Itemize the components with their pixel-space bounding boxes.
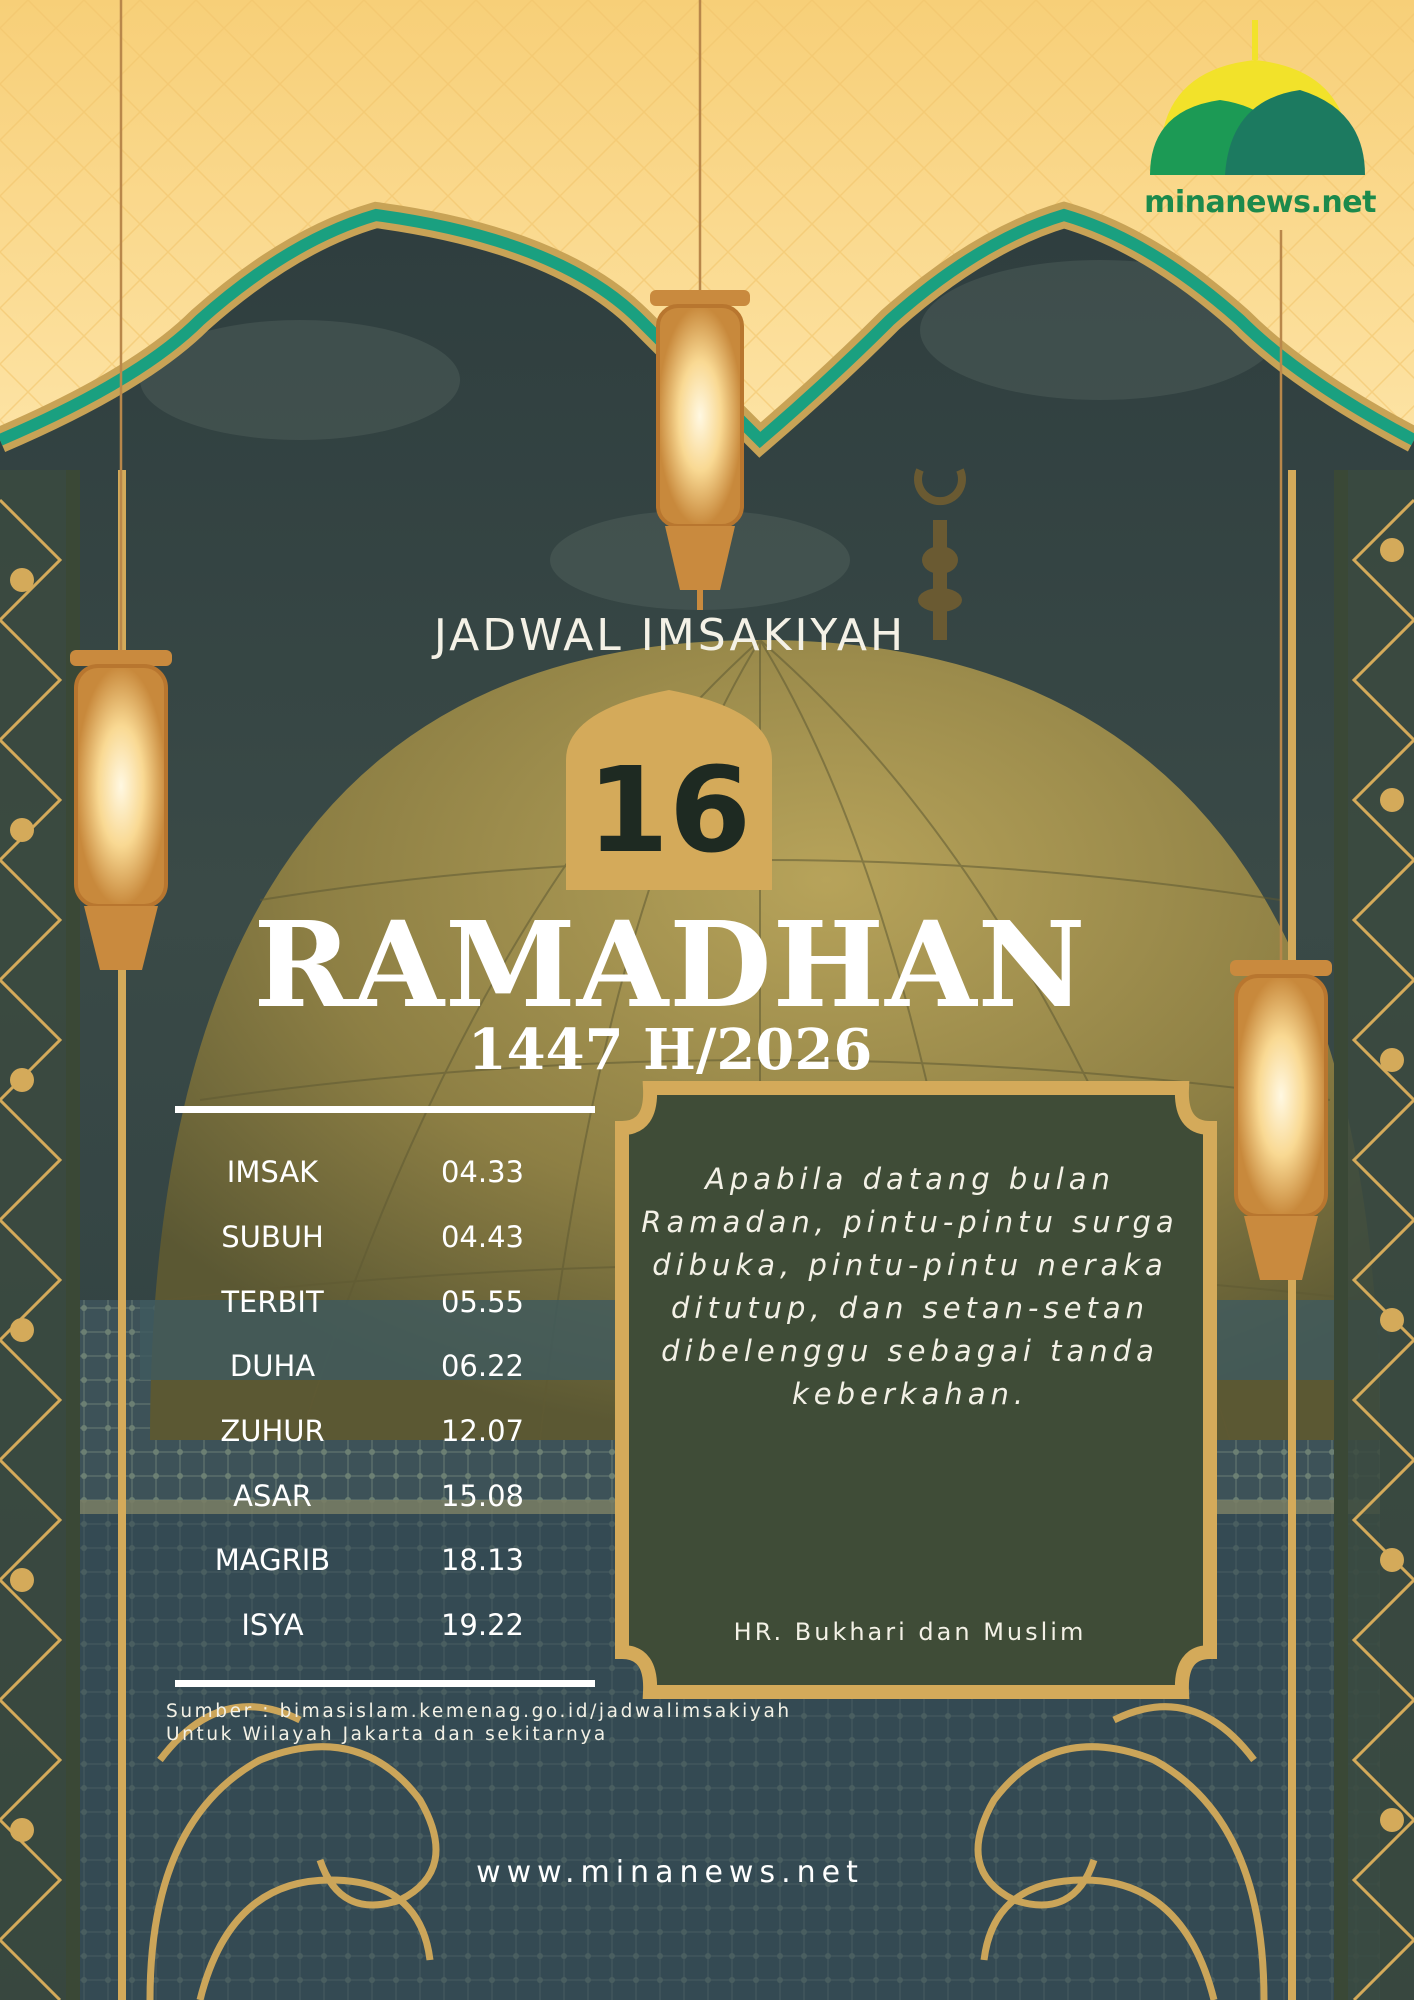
- prayer-time: 15.08: [440, 1478, 525, 1513]
- schedule-row: [175, 1205, 595, 1270]
- schedule-row: [175, 1334, 595, 1399]
- website-link[interactable]: www.minanews.net: [476, 1855, 864, 1890]
- schedule-row: [175, 1269, 595, 1334]
- prayer-name: TERBIT: [221, 1284, 324, 1319]
- prayer-name: DUHA: [229, 1349, 316, 1384]
- hadith-quote: Apabila datang bulan Ramadan, pintu-pintu surga dibuka, pintu-pintu neraka ditutup, dan setan-setan dibelenggu sebagai tanda keberkahan.: [641, 1162, 1179, 1411]
- hadith-source: HR. Bukhari dan Muslim: [733, 1618, 1087, 1646]
- schedule-row: [175, 1528, 595, 1593]
- prayer-time: 04.33: [440, 1155, 525, 1190]
- prayer-schedule: [175, 1140, 595, 1658]
- schedule-row: [175, 1140, 595, 1205]
- prayer-time: 05.55: [440, 1284, 525, 1319]
- prayer-name: ZUHUR: [220, 1414, 325, 1449]
- prayer-time: 04.43: [440, 1220, 525, 1255]
- year-label: 1447 H/2026: [467, 1017, 873, 1083]
- prayer-time: 12.07: [440, 1414, 525, 1449]
- logo-text: minanews.net: [1144, 185, 1376, 220]
- source-line: Sumber : bimasislam.kemenag.go.id/jadwalimsakiyah: [166, 1701, 792, 1722]
- prayer-name: SUBUH: [221, 1220, 324, 1255]
- schedule-row: [175, 1463, 595, 1528]
- prayer-name: IMSAK: [226, 1155, 319, 1190]
- prayer-time: 06.22: [440, 1349, 525, 1384]
- prayer-time: 18.13: [440, 1543, 525, 1578]
- prayer-name: ISYA: [241, 1608, 304, 1643]
- prayer-name: MAGRIB: [214, 1543, 331, 1578]
- poster-subtitle: JADWAL IMSAKIYAH: [433, 610, 907, 661]
- day-number: 16: [586, 741, 752, 879]
- schedule-row: [175, 1593, 595, 1658]
- source-note: [166, 1700, 792, 1746]
- month-title: RAMADHAN: [253, 895, 1087, 1034]
- schedule-row: [175, 1399, 595, 1464]
- prayer-name: ASAR: [233, 1478, 312, 1513]
- region-line: Untuk Wilayah Jakarta dan sekitarnya: [166, 1724, 608, 1745]
- prayer-time: 19.22: [440, 1608, 525, 1643]
